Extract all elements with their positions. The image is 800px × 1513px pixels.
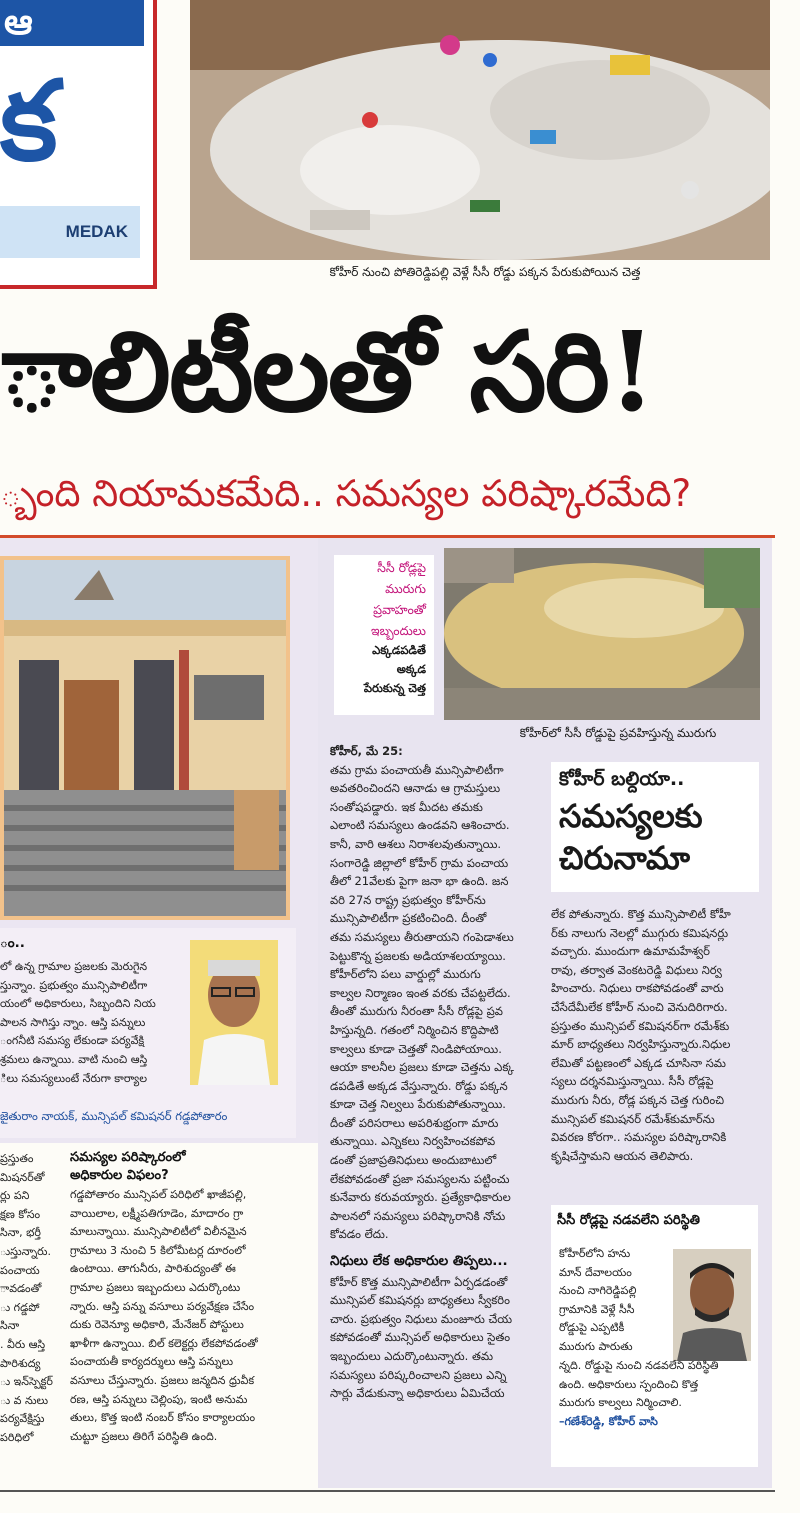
water-photo-caption: కోహీర్‌లో సీసీ రోడ్డుపై ప్రవహిస్తున్న మురుగు [519, 726, 717, 740]
fragment-line: ర్లు పని [0, 1189, 30, 1203]
dateline: కోహీర్, మే 25: [330, 744, 403, 758]
right-article-column [551, 905, 763, 1165]
body-line: స్యలు దర్శనమిస్తున్నాయి. సీసీ రోడ్లపై [551, 1074, 714, 1089]
resident-line: మురుగు పారుతు [559, 1339, 633, 1353]
highlight-line: అక్కడ [396, 662, 426, 676]
body-line: మార్ బాధ్యతలు నిర్వహిస్తున్నారు.నిధుల [551, 1037, 731, 1052]
garbage-photo-caption: కోహీర్ నుంచి పోతిరెడ్డిపల్లి వెళ్లే సీసీ రోడ్డు పక్కన పేరుకుపోయిన చెత్త [329, 265, 641, 279]
resident-quote-text-2 [559, 1357, 755, 1431]
fragment-line: . వీరు ఆస్తి [0, 1337, 46, 1351]
fragment-line: మిషనర్‌తో [0, 1170, 45, 1184]
sub2-line: గ్రామాలు 3 నుంచి 5 కిలోమీటర్ల దూరంలో [70, 1243, 246, 1257]
body-line: సంతోషపడ్డారు. ఇక మీదట తమకు [330, 799, 483, 814]
sub2-title: సమస్యల పరిష్కారంలో [70, 1150, 186, 1165]
fragment-line: ప్రస్తుతం [0, 1152, 34, 1165]
body-line: ఎలాంటి సమస్యలు ఉండవని ఆశించారు. [330, 818, 510, 833]
resident-signature: –గణేశ్‌రెడ్డి, కోహీర్ వాసి [559, 1414, 658, 1428]
highlight-line: ఎక్కడపడితే [372, 643, 426, 657]
fragment-line: ావడంతో [0, 1282, 42, 1296]
body-line: డంతో ప్రజాప్రతినిధులు అందుబాటులో [330, 1153, 497, 1168]
highlight-line: సీసీ రోడ్లపై [377, 560, 426, 575]
sub1-title: నిధులు లేక అధికారుల తిప్పలు... [330, 1253, 508, 1270]
sub2-line: రణ, ఆస్తి పన్నులు చెల్లింపు, ఇంటి అనుమ [70, 1392, 248, 1406]
sub1-line: కపోవడంతో మున్సిపల్ అధికారులు సైతం [330, 1330, 511, 1345]
body-line: దీంతో పరిసరాలు అపరిశుభ్రంగా మారు [330, 1115, 499, 1130]
sub2-line: మాలున్నాయి. మున్సిపాలిటీలో విలీనమైన [70, 1225, 247, 1239]
fragment-line: పారిశుద్య [0, 1356, 41, 1370]
body-line: తీలో 21వేలకు పైగా జనా భా ఉంది. జన [330, 874, 509, 889]
fragment-line: ు వ నులు [0, 1393, 49, 1407]
resident-line: న్నది. రోడ్డుపై నుంచి నడవలేని పరిస్థితి [559, 1359, 719, 1372]
quote-line: యంలో అధికారులు, సిబ్బందిని నియ [0, 997, 156, 1011]
body-line: తమ గ్రామ పంచాయతీ మున్సిపాలిటీగా [330, 762, 504, 777]
body-line: కానీ, వారి ఆశలు నిరాశలవుతున్నాయి. [330, 836, 502, 851]
body-line: డపడితే అక్కడ వేస్తున్నారు. రోడ్డు పక్కన [330, 1078, 508, 1093]
pull-quote-small: కోహీర్ బల్దియా.. [559, 768, 685, 790]
body-line: ర్‌కు నాలుగు నెలల్లో ముగ్గురు కమిషనర్లు [551, 925, 729, 940]
sub2-section [70, 1150, 310, 1446]
body-line: కునేవారు కరువయ్యారు. ప్రత్యేకాధికారుల [330, 1190, 511, 1205]
municipal-building-photo [0, 556, 290, 920]
sub2-body [70, 1186, 310, 1446]
quote-line: ిలు సమస్యలుంటే నేరుగా కార్యాల [0, 1071, 147, 1085]
body-line: కోవడం లేదు. [330, 1227, 389, 1242]
fragment-line: సినా [0, 1319, 20, 1333]
sewage-water-photo [444, 548, 760, 720]
resident-photo [673, 1249, 751, 1361]
commissioner-photo [190, 940, 278, 1085]
sub1-line: మున్సిపల్ కమిషనర్లు బాధ్యతలు స్వీకరిం [330, 1293, 510, 1308]
body-line: లేక పోతున్నారు. కొత్త మున్సిపాలిటీ కోహీ [551, 907, 731, 921]
fragment-line: సినా, భర్తీ [0, 1226, 41, 1240]
highlight-line: ప్రవాహంతో [373, 602, 426, 617]
body-line: సంగారెడ్డి జిల్లాలో కోహీర్ గ్రామ పంచాయ [330, 855, 509, 870]
resident-quote-box [551, 1205, 758, 1467]
body-line: కాల్వల నిర్మాణం ఇంత వరకు చేపట్టలేదు. [330, 985, 511, 1000]
highlight-line: పేరుకున్న చెత్త [363, 681, 426, 695]
resident-line: మాన్ దేవాలయం [559, 1265, 632, 1279]
masthead-fragment-2: క [0, 57, 58, 185]
quote-line: పాలన సాగిస్తు న్నాం. ఆస్తి పన్నులు [0, 1015, 146, 1029]
fragment-line: పరిధిలో [0, 1430, 34, 1444]
body-line: హించారు. నిధులు రాకపోవడంతో వారు [551, 981, 724, 996]
quote-line: శ్రమలు ఉన్నాయి. వాటి నుంచి ఆస్తి [0, 1052, 148, 1066]
sub2-line: చుట్టూ ప్రజలు తిరిగే పరిస్థితి ఉంది. [70, 1429, 218, 1443]
body-line: మున్సిపాలిటీగా ప్రకటించింది. దీంతో [330, 911, 487, 926]
highlight-black-text [334, 641, 434, 698]
pull-quote-big-1: సమస్యలకు [559, 797, 703, 835]
body-line: పెట్టుకొన్న ప్రజలకు అడియాశలయ్యాయి. [330, 948, 506, 963]
fragment-line: క్షణ కోసం [0, 1207, 41, 1221]
sub1-line: కోహీర్ కొత్త మున్సిపాలిటీగా ఏర్పడడంతో [330, 1274, 508, 1289]
resident-line: రోడ్డుపై ఎప్పటికీ [559, 1321, 625, 1335]
body-line: అవతరించిందని ఆనాడు ఆ గ్రామస్తులు [330, 781, 501, 796]
quote-text [0, 958, 185, 1088]
fragment-line: పంచాయ [0, 1263, 40, 1277]
highlight-line: మురుగు [385, 581, 426, 596]
resident-line: నుంచి నాగిరెడ్డిపల్లి [559, 1284, 637, 1298]
body-line: వివరణ కోరగా.. సమస్యల పరిష్కారానికి [551, 1130, 727, 1145]
resident-line: మురుగు కాల్వలు నిర్మించాలి. [559, 1396, 682, 1410]
body-line: వరి 27న రాష్ట్ర ప్రభుత్వం కోహీర్‌ను [330, 892, 486, 907]
main-headline: ాలిటీలతో సరి! [0, 307, 655, 436]
pull-quote-box [551, 762, 759, 892]
body-line: తమ సమస్యలు తీరుతాయని గంపెడాశలు [330, 929, 514, 944]
pull-quote-big-2: చిరునామా [559, 839, 690, 877]
body-line: తీంతో మురుగు నీరంతా సీసీ రోడ్లపై ప్రవ [330, 1004, 503, 1019]
body-line: మురుగు నీరు, రోడ్ల పక్కన చెత్త గురించి [551, 1092, 725, 1107]
resident-quote-text [559, 1245, 671, 1357]
body-line: లేమితో పట్టణంలో ఎక్కడ చూసినా సమ [551, 1055, 726, 1070]
highlight-line: ఇబ్బందులు [371, 623, 426, 638]
quote-line: స్తున్నాం. ప్రభుత్వం మున్సిపాలిటీగా [0, 978, 148, 992]
quote-line: ంగనీటి సమస్య లేకుండా పర్యవేక్షి [0, 1034, 145, 1048]
sub2-line: ఖాళీగా ఉన్నాయి. బిల్ కలెక్టర్లు లేకపోవడంతో [70, 1336, 258, 1350]
resident-line: గ్రామానికి వెళ్లే సీసీ [559, 1302, 635, 1316]
highlight-box [334, 555, 434, 715]
sub2-line: గడ్డపోతారం మున్సిపల్ పరిధిలో ఖాజీపల్లి, [70, 1188, 247, 1201]
resident-line: ఉంది. అధికారులు స్పందించి కొత్త [559, 1377, 699, 1391]
fragment-line: ుస్తున్నారు. [0, 1244, 51, 1258]
quote-heading: ం.. [0, 935, 25, 951]
sub-headline: ్బంది నియామకమేది.. సమస్యల పరిష్కారమేది? [0, 472, 692, 515]
page-bottom-rule [0, 1490, 775, 1492]
fragment-line: ు ఇన్‌స్పెక్టర్ [0, 1375, 53, 1389]
sub2-line: పంచాయతీ కార్యదర్శులు ఆస్తి పన్నులు [70, 1355, 234, 1369]
resident-quote-title: సీసీ రోడ్లపై నడవలేని పరిస్థితి [557, 1213, 700, 1228]
commissioner-signature: జైతురాం నాయక్, మున్సిపల్ కమిషనర్ గడ్డపోతారం [0, 1109, 228, 1123]
sub2-title-line2: అధికారుల విఫలం? [70, 1168, 169, 1183]
sub2-line: గ్రామాల ప్రజలు ఇబ్బందులు ఎదుర్కొంటు [70, 1280, 241, 1294]
sub2-line: వసూలు చేస్తున్నారు. ప్రజలు జన్మదిన ధ్రువీక [70, 1373, 255, 1387]
garbage-photo [190, 0, 770, 260]
sub1-line: చారు. ప్రభుత్వం నిధులు మంజూరు చేయ [330, 1311, 513, 1326]
body-line: పాలనలో సమస్యలు పరిష్కారానికి నోచు [330, 1208, 506, 1223]
body-line: కూడా చెత్త నిల్వలు పేరుకుపోతున్నాయి. [330, 1097, 506, 1112]
body-line: ప్రస్తుతం మున్సిపల్ కమిషనర్‌గా రమేశ్‌కు [551, 1018, 730, 1033]
sub1-line: సమస్యలు పరిష్కరించాలని ప్రజలు ఎన్ని [330, 1367, 507, 1382]
sub1-line: సార్లు వేడుకున్నా అధికారులు ఏమిచేయ [330, 1386, 505, 1401]
sub2-line: న్నారు. ఆస్తి పన్ను వసూలు పర్యవేక్షణ చేసేం [70, 1299, 255, 1313]
sub2-line: వాయిలాల, లక్ష్మీపతిగూడెం, మాదారం గ్రా [70, 1206, 244, 1220]
district-label: MEDAK [0, 206, 140, 258]
body-line: రావు, తర్వాత వెంకటరెడ్డి విధులు నిర్వ [551, 962, 722, 977]
fragment-line: పర్యవేక్షిస్తు [0, 1412, 45, 1426]
sub2-line: తులు, కొత్త ఇంటి నంబర్ కోసం కార్యాలయం [70, 1411, 256, 1425]
body-line: ఆయా కాలనీల ప్రజలు కూడా చెత్తను ఎక్క [330, 1060, 514, 1075]
sub2-line: దుకు రెవెన్యూ అధికారి, మేనేజర్ పోస్టులు [70, 1318, 244, 1332]
body-line: కోహీర్‌లోని పలు వార్డుల్లో మురుగు [330, 967, 481, 982]
body-line: వచ్చారు. ముందుగా ఉమామహేశ్వర్ [551, 944, 710, 959]
body-line: మున్సిపల్ కమిషనర్ రమేశ్‌కుమార్‌ను [551, 1111, 715, 1126]
quote-line: లో ఉన్న గ్రామాల ప్రజలకు మెరుగైన [0, 960, 148, 973]
sub2-line: ఉంటాయి. తాగునీరు, పారిశుద్యంతో ఈ [70, 1262, 236, 1276]
left-fragment-column [0, 1150, 62, 1448]
body-line: హిస్తున్నది. గతంలో నిర్మించిన కొద్దిపాటి [330, 1022, 499, 1037]
body-line: కాల్వలు కూడా చెత్తతో నిండిపోయాయి. [330, 1041, 502, 1056]
body-line: లేకపోవడంతో ప్రజా సమస్యలను పట్టించు [330, 1171, 510, 1186]
sub1-line: ఇబ్బందులు ఎదుర్కొంటున్నారు. తమ [330, 1349, 494, 1363]
highlight-pink-text [334, 557, 434, 641]
main-article-column [330, 742, 542, 1403]
body-line: తున్నాయి. ఎన్నికలు నిర్వహించకపోవ [330, 1134, 496, 1149]
masthead-fragment-1: ఆ [0, 0, 144, 46]
fragment-line: ు గడ్డపో [0, 1300, 40, 1314]
body-line: చేసేదేమీలేక కోహీర్ నుంచి వెనుదిరిగారు. [551, 999, 728, 1014]
resident-line: కోహీర్‌లోని హను [559, 1247, 631, 1260]
district-masthead-box [0, 0, 157, 289]
body-line: కృషిచేస్తామని ఆయన తెలిపారు. [551, 1148, 694, 1163]
